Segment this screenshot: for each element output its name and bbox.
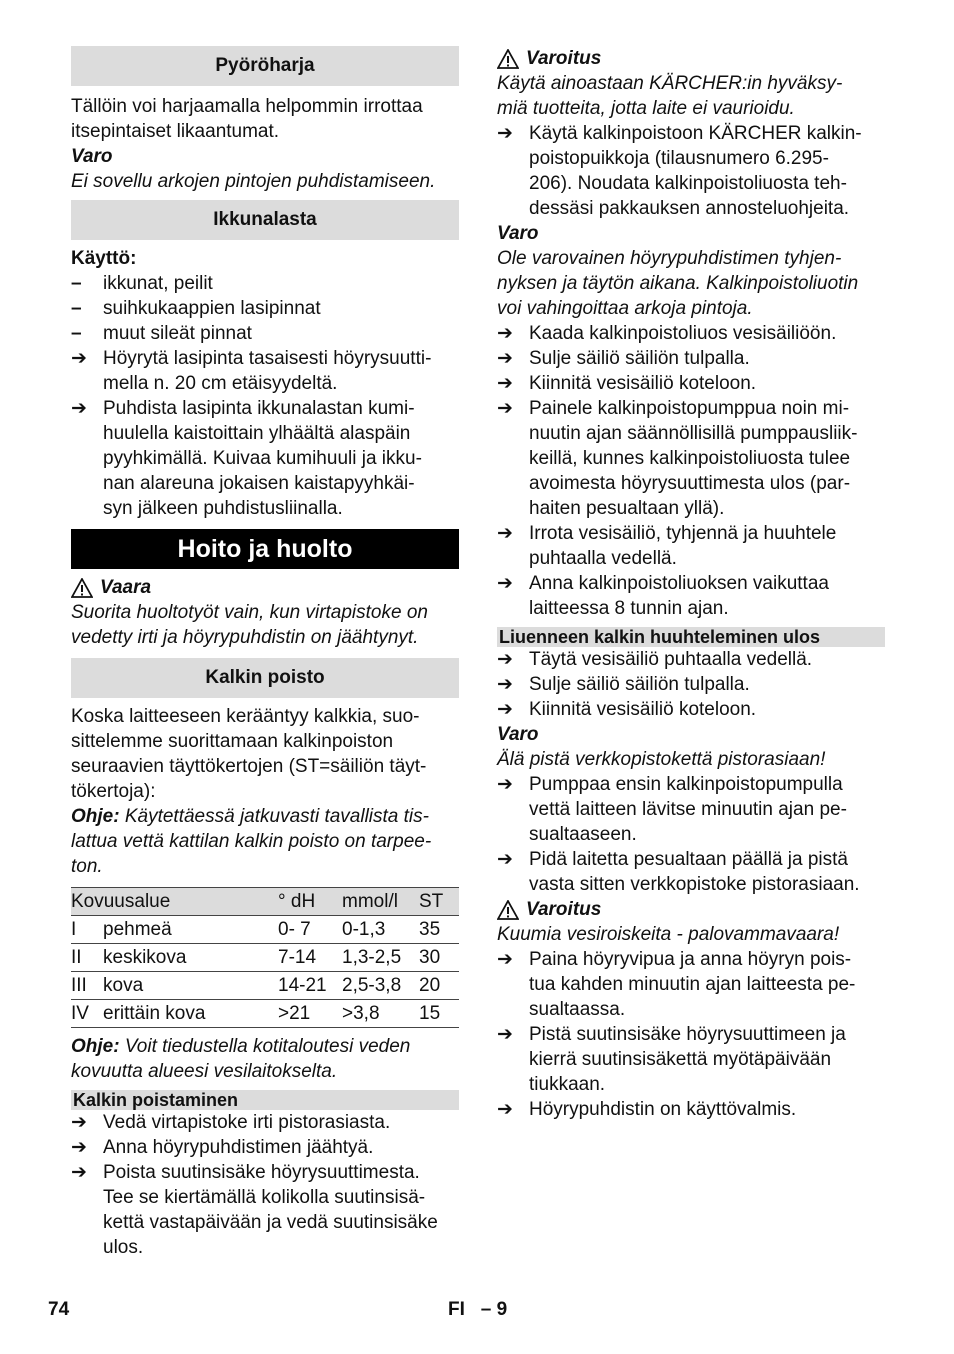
page-number: 74 — [48, 1299, 70, 1320]
note-paragraph: Ohje: Voit tiedustella kotitaloutesi veden kovuutta alueesi vesilaitokselta. — [71, 1036, 411, 1082]
step-item: ➔ Kiinnitä vesisäiliö koteloon. — [497, 373, 757, 394]
section-title-kalkin-poisto: Kalkin poisto — [71, 658, 459, 698]
paragraph: Tällöin voi harjaamalla helpommin irrottaa itsepintaiset likaantumat. — [71, 96, 423, 142]
table-row: III kova 14-21 2,5-3,8 20 — [71, 972, 459, 1000]
step-item: ➔ Pistä suutinsisäke höyrysuuttimeen ja kierrä suutinsisäkettä myötäpäivään tiukkaan. — [497, 1024, 846, 1095]
chapter-title: Hoito ja huolto — [71, 529, 459, 569]
list-item: – ikkunat, peilit — [71, 273, 213, 294]
step-item: ➔ Pidä laitetta pesualtaan päällä ja pistä vasta sitten verkkopistoke pistorasiaan. — [497, 849, 860, 895]
step-item: ➔ Painele kalkinpoistopumppua noin mi- nuutin ajan säännöllisillä pumppausliik- keillä, kunnes kalkinpoistoliuosta tulee avoimesta höyrysuuttimesta ulos (par- haiten pesualtaan yllä). — [497, 398, 858, 519]
right-arrow-icon: ➔ — [497, 949, 513, 970]
warning-triangle-icon — [71, 578, 93, 598]
warning-heading: Varoitus — [497, 897, 885, 922]
step-item: ➔ Käytä kalkinpoistoon KÄRCHER kalkin- poistopuikkoja (tilausnumero 6.295- 206). Noudata kalkinpoistoliuosta teh- dessäsi pakkauksen annosteluohjeita. — [497, 123, 862, 219]
step-item: ➔ Poista suutinsisäke höyrysuuttimesta. Tee se kiertämällä kolikolla suutinsisä- kettä vastapäivään ja vedä suutinsisäke ulos. — [71, 1162, 438, 1258]
right-arrow-icon: ➔ — [497, 323, 513, 344]
dash-icon: – — [71, 273, 82, 294]
hardness-table — [71, 887, 459, 1028]
warning-text: Kuumia vesiroiskeita - palovammavaara! — [497, 924, 840, 945]
right-arrow-icon: ➔ — [497, 123, 513, 144]
step-item: ➔ Höyrypuhdistin on käyttövalmis. — [497, 1099, 797, 1120]
table-row: I pehmeä 0- 7 0-1,3 35 — [71, 916, 459, 944]
right-arrow-icon: ➔ — [497, 573, 513, 594]
caution-text: Ole varovainen höyrypuhdistimen tyhjen- nyksen ja täytön aikana. Kalkinpoistoliuotin voi vahingoittaa arkoja pintoja. — [497, 248, 859, 319]
warning-triangle-icon — [497, 900, 519, 920]
table-header-row: Kovuusalue ° dH mmol/l ST — [71, 888, 459, 916]
step-item: ➔ Anna kalkinpoistoliuoksen vaikuttaa laitteessa 8 tunnin ajan. — [497, 573, 829, 619]
right-arrow-icon: ➔ — [497, 774, 513, 795]
warning-heading: Varoitus — [497, 46, 885, 71]
danger-heading: Vaara — [71, 575, 459, 600]
right-arrow-icon: ➔ — [497, 1024, 513, 1045]
step-item: ➔ Kaada kalkinpoistoliuos vesisäiliöön. — [497, 323, 837, 344]
warning-text: Käytä ainoastaan KÄRCHER:in hyväksy- miä tuotteita, jotta laite ei vaurioidu. — [497, 73, 843, 119]
right-arrow-icon: ➔ — [71, 348, 87, 369]
language-page-label: FI – 9 — [448, 1299, 508, 1320]
step-item: ➔ Anna höyrypuhdistimen jäähtyä. — [71, 1137, 374, 1158]
danger-text: Suorita huoltotyöt vain, kun virtapistoke on vedetty irti ja höyrypuhdistin on jäähtynyt. — [71, 602, 428, 648]
step-item: ➔ Sulje säiliö säiliön tulpalla. — [497, 674, 750, 695]
step-item: ➔ Puhdista lasipinta ikkunalastan kumi- huulella kaistoittain ylhäältä alaspäin pyyhkimällä. Kuivaa kumihuuli ja ikku- nan alareuna jokaisen kaistapyyhkäi- syn jälkeen puhdistusliinalla. — [71, 398, 422, 519]
section-title-ikkunalasta: Ikkunalasta — [71, 200, 459, 240]
right-arrow-icon: ➔ — [497, 649, 513, 670]
list-item: – suihkukaappien lasipinnat — [71, 298, 321, 319]
dash-icon: – — [71, 323, 82, 344]
right-arrow-icon: ➔ — [71, 1112, 87, 1133]
subsection-title-huuhteleminen: Liuenneen kalkin huuhteleminen ulos — [497, 627, 885, 647]
step-item: ➔ Vedä virtapistoke irti pistorasiasta. — [71, 1112, 391, 1133]
right-arrow-icon: ➔ — [71, 398, 87, 419]
step-item: ➔ Sulje säiliö säiliön tulpalla. — [497, 348, 750, 369]
caution-label: Varo — [497, 724, 539, 745]
right-arrow-icon: ➔ — [497, 523, 513, 544]
use-heading: Käyttö: — [71, 248, 137, 269]
step-item: ➔ Irrota vesisäiliö, tyhjennä ja huuhtele puhtaalla vedellä. — [497, 523, 837, 569]
step-item: ➔ Paina höyryvipua ja anna höyryn pois- tua kahden minuutin ajan laitteesta pe- sualtaassa. — [497, 949, 856, 1020]
left-column — [71, 46, 459, 1260]
dash-icon: – — [71, 298, 82, 319]
caution-label: Varo — [71, 146, 113, 167]
warning-triangle-icon — [497, 49, 519, 69]
right-arrow-icon: ➔ — [497, 348, 513, 369]
paragraph: Koska laitteeseen kerääntyy kalkkia, suo- sittelemme suorittamaan kalkinpoiston seuraavien täyttökertojen (ST=säiliön täyt- tökertoja): — [71, 706, 427, 802]
caution-label: Varo — [497, 223, 539, 244]
right-arrow-icon: ➔ — [497, 674, 513, 695]
table-row: II keskikova 7-14 1,3-2,5 30 — [71, 944, 459, 972]
right-column — [497, 46, 885, 1122]
right-arrow-icon: ➔ — [71, 1137, 87, 1158]
caution-text: Ei sovellu arkojen pintojen puhdistamiseen. — [71, 171, 436, 192]
step-item: ➔ Höyrytä lasipinta tasaisesti höyrysuutti- mella n. 20 cm etäisyydeltä. — [71, 348, 432, 394]
right-arrow-icon: ➔ — [497, 398, 513, 419]
caution-text: Älä pistä verkkopistokettä pistorasiaan! — [497, 749, 826, 770]
section-title-pyoroharja: Pyöröharja — [71, 46, 459, 86]
step-item: ➔ Pumppaa ensin kalkinpoistopumpulla vettä laitteen lävitse minuutin ajan pe- sualtaaseen. — [497, 774, 847, 845]
table-row: IV erittäin kova >21 >3,8 15 — [71, 1000, 459, 1028]
step-item: ➔ Täytä vesisäiliö puhtaalla vedellä. — [497, 649, 813, 670]
right-arrow-icon: ➔ — [497, 1099, 513, 1120]
step-item: ➔ Kiinnitä vesisäiliö koteloon. — [497, 699, 757, 720]
right-arrow-icon: ➔ — [497, 373, 513, 394]
list-item: – muut sileät pinnat — [71, 323, 252, 344]
right-arrow-icon: ➔ — [497, 849, 513, 870]
subsection-title-kalkin-poistaminen: Kalkin poistaminen — [71, 1090, 459, 1110]
right-arrow-icon: ➔ — [497, 699, 513, 720]
note-paragraph: Ohje: Käytettäessä jatkuvasti tavallista tis- lattua vettä kattilan kalkin poisto on tarpee- ton. — [71, 806, 432, 877]
right-arrow-icon: ➔ — [71, 1162, 87, 1183]
